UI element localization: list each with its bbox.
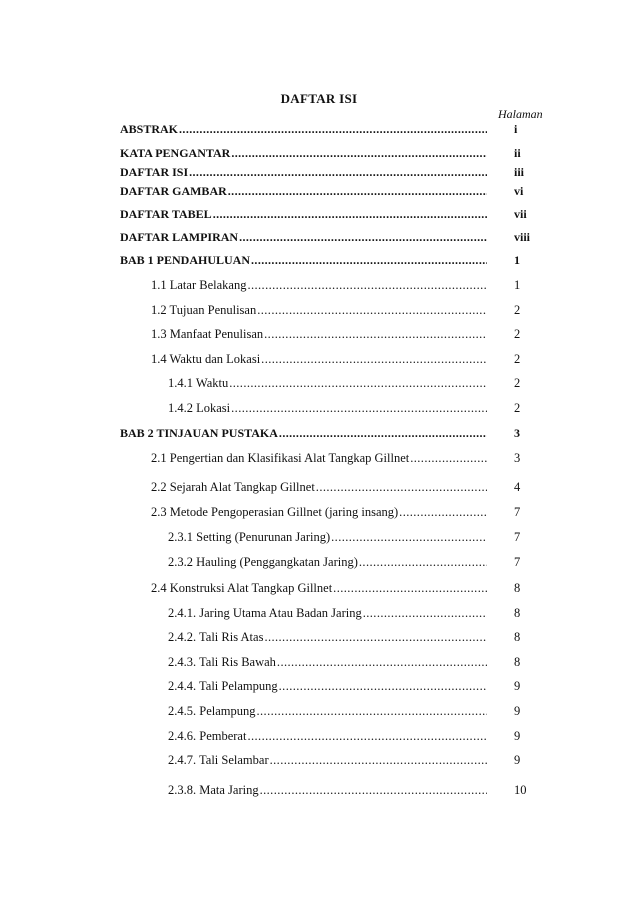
toc-entry-title: 2.1 Pengertian dan Klasifikasi Alat Tangkap Gillnet (151, 451, 410, 465)
dot-leader (260, 782, 487, 798)
toc-entry-page-number: 7 (514, 530, 521, 544)
toc-entry-title: 1.1 Latar Belakang (151, 278, 247, 292)
toc-entry (120, 252, 487, 268)
toc-entry-title: DAFTAR GAMBAR (120, 184, 227, 198)
toc-entry (120, 183, 487, 199)
toc-entry (151, 351, 487, 367)
dot-leader (410, 450, 487, 466)
dot-leader (231, 145, 487, 161)
toc-entry (120, 229, 487, 245)
toc-entry-page-number: 2 (514, 327, 521, 341)
toc-entry-page-number: 2 (514, 376, 521, 390)
toc-entry-title: 1.2 Tujuan Penulisan (151, 303, 257, 317)
toc-entry-page-number: viii (514, 230, 531, 244)
toc-entry-page-number: 4 (514, 480, 521, 494)
page-column-header: Halaman (498, 107, 543, 121)
toc-entry-page-number: 2 (514, 352, 521, 366)
toc-entry (168, 752, 487, 768)
toc-entry (151, 326, 487, 342)
toc-entry (168, 654, 487, 670)
toc-entry-title: 1.4.1 Waktu (168, 376, 229, 390)
toc-entry (120, 206, 487, 222)
dot-leader (333, 580, 487, 596)
dot-leader (228, 183, 487, 199)
dot-leader (359, 554, 487, 570)
toc-entry-page-number: 9 (514, 729, 521, 743)
dot-leader (363, 605, 487, 621)
toc-entry-page-number: iii (514, 165, 525, 179)
toc-entry (168, 678, 487, 694)
dot-leader (231, 400, 487, 416)
dot-leader (316, 479, 487, 495)
dot-leader (264, 629, 487, 645)
dot-leader (189, 164, 487, 180)
dot-leader (179, 121, 487, 137)
dot-leader (399, 504, 487, 520)
toc-entry (120, 164, 487, 180)
toc-entry-title: 1.4.2 Lokasi (168, 401, 231, 415)
toc-entry-title: 2.4.4. Tali Pelampung (168, 679, 278, 693)
toc-entry-title: 2.3.8. Mata Jaring (168, 783, 259, 797)
dot-leader (257, 302, 487, 318)
toc-entry (168, 782, 487, 798)
dot-leader (251, 252, 487, 268)
toc-entry-title: 2.4.6. Pemberat (168, 729, 247, 743)
toc-entry-title: 2.4.7. Tali Selambar (168, 753, 269, 767)
toc-entry-title: BAB 1 PENDAHULUAN (120, 253, 251, 267)
toc-entry-page-number: 8 (514, 655, 521, 669)
toc-entry-page-number: 7 (514, 505, 521, 519)
toc-entry-title: 2.2 Sejarah Alat Tangkap Gillnet (151, 480, 315, 494)
toc-entry-title: 2.4 Konstruksi Alat Tangkap Gillnet (151, 581, 333, 595)
dot-leader (239, 229, 487, 245)
toc-entry-title: DAFTAR ISI (120, 165, 189, 179)
toc-entry-title: 1.3 Manfaat Penulisan (151, 327, 264, 341)
toc-entry-title: 2.3.2 Hauling (Penggangkatan Jaring) (168, 555, 358, 569)
toc-entry-page-number: ii (514, 146, 521, 160)
toc-entry (168, 529, 487, 545)
toc-entry (151, 504, 487, 520)
toc-entry-page-number: 10 (514, 783, 527, 797)
toc-entry (168, 375, 487, 391)
toc-entry (168, 703, 487, 719)
toc-entry (151, 302, 487, 318)
toc-entry (151, 450, 487, 466)
toc-entry-page-number: 2 (514, 401, 521, 415)
toc-entry-page-number: 9 (514, 704, 521, 718)
dot-leader (213, 206, 487, 222)
toc-entry-page-number: 9 (514, 753, 521, 767)
page-title: DAFTAR ISI (280, 91, 358, 106)
toc-entry (168, 400, 487, 416)
toc-entry-page-number: 3 (514, 451, 521, 465)
toc-entry-page-number: i (514, 122, 518, 136)
dot-leader (257, 703, 488, 719)
toc-entry-title: 2.4.1. Jaring Utama Atau Badan Jaring (168, 606, 362, 620)
toc-entry-page-number: 2 (514, 303, 521, 317)
toc-entry-title: 2.4.5. Pelampung (168, 704, 256, 718)
dot-leader (247, 277, 487, 293)
toc-entry (120, 121, 487, 137)
toc-entry (151, 479, 487, 495)
dot-leader (264, 326, 487, 342)
toc-entry-page-number: 8 (514, 630, 521, 644)
dot-leader (270, 752, 487, 768)
dot-leader (279, 678, 487, 694)
toc-entry-page-number: 8 (514, 606, 521, 620)
toc-entry (168, 728, 487, 744)
toc-entry-page-number: vi (514, 184, 524, 198)
toc-entry-title: BAB 2 TINJAUAN PUSTAKA (120, 426, 278, 440)
toc-entry-title: KATA PENGANTAR (120, 146, 231, 160)
toc-entry-page-number: 3 (514, 426, 520, 440)
toc-entry-title: 2.4.2. Tali Ris Atas (168, 630, 264, 644)
toc-entry (120, 145, 487, 161)
toc-entry-page-number: 9 (514, 679, 521, 693)
toc-entry (120, 425, 487, 441)
dot-leader (247, 728, 487, 744)
toc-entry-page-number: 8 (514, 581, 521, 595)
dot-leader (261, 351, 487, 367)
toc-entry (168, 629, 487, 645)
toc-entry-page-number: vii (514, 207, 527, 221)
toc-entry-title: 2.3.1 Setting (Penurunan Jaring) (168, 530, 331, 544)
dot-leader (279, 425, 487, 441)
toc-entry-page-number: 1 (514, 253, 520, 267)
toc-entry-title: ABSTRAK (120, 122, 179, 136)
toc-entry (151, 580, 487, 596)
toc-entry (168, 605, 487, 621)
toc-entry (168, 554, 487, 570)
dot-leader (331, 529, 487, 545)
toc-entry-title: DAFTAR TABEL (120, 207, 212, 221)
toc-entry (151, 277, 487, 293)
dot-leader (277, 654, 487, 670)
toc-entry-title: 1.4 Waktu dan Lokasi (151, 352, 261, 366)
toc-entry-page-number: 7 (514, 555, 521, 569)
toc-entry-title: 2.3 Metode Pengoperasian Gillnet (jaring insang) (151, 505, 399, 519)
dot-leader (229, 375, 487, 391)
toc-entry-title: DAFTAR LAMPIRAN (120, 230, 239, 244)
toc-entry-title: 2.4.3. Tali Ris Bawah (168, 655, 276, 669)
toc-entry-page-number: 1 (514, 278, 521, 292)
